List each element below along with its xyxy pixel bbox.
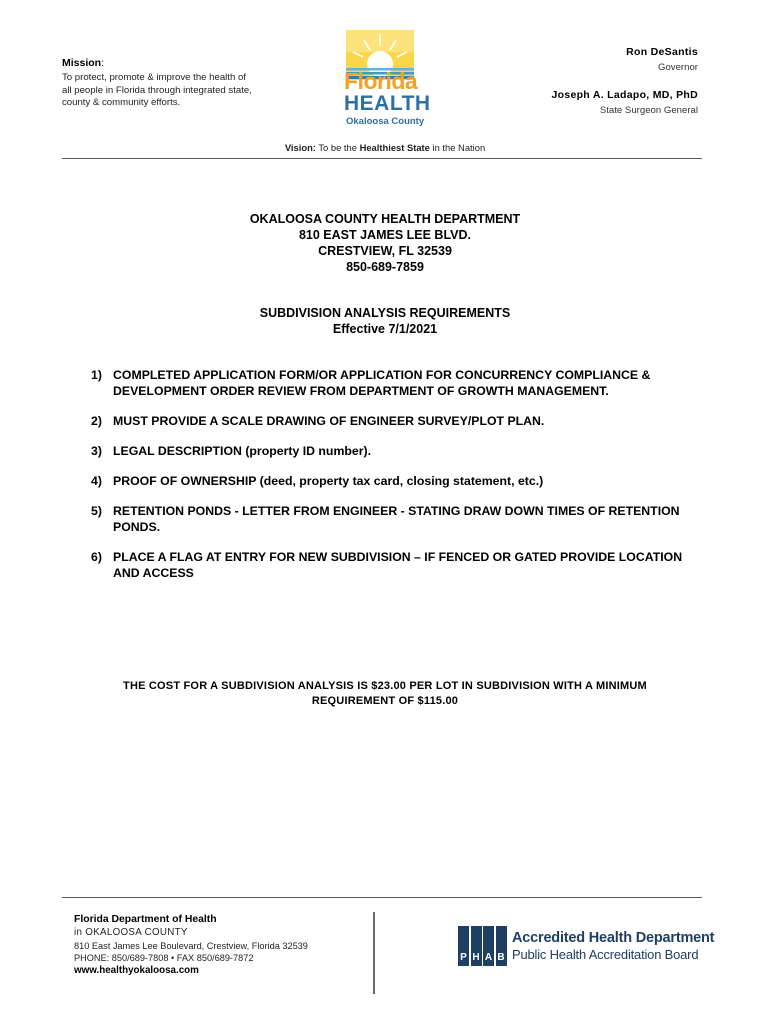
- phab-letters-icon: P H A B: [458, 926, 508, 966]
- list-item: 1) COMPLETED APPLICATION FORM/OR APPLICATION FOR CONCURRENCY COMPLIANCE & DEVELOPMENT ORDER REVIEW FROM DEPARTMENT OF GROWTH MANAGEMENT.: [91, 368, 651, 398]
- requirements-title: SUBDIVISION ANALYSIS REQUIREMENTS: [259, 306, 511, 320]
- department-street: 810 EAST JAMES LEE BLVD.: [298, 228, 472, 242]
- governor-name: Ron DeSantis: [626, 46, 698, 58]
- logo-word-health: HEALTH: [344, 92, 431, 115]
- requirements-heading: [0, 305, 770, 337]
- phab-title: Accredited Health Department: [512, 930, 715, 946]
- list-item: 6) PLACE A FLAG AT ENTRY FOR NEW SUBDIVISION – IF FENCED OR GATED PROVIDE LOCATION AND ACCESS: [91, 550, 683, 580]
- vision-statement: Vision: To be the Healthiest State in the Nation: [284, 142, 486, 153]
- mission-label: Mission:: [62, 57, 105, 69]
- footer-org: Florida Department of Health: [74, 914, 217, 925]
- requirements-list: [91, 367, 711, 595]
- list-item: 2) MUST PROVIDE A SCALE DRAWING OF ENGINEER SURVEY/PLOT PLAN.: [91, 414, 545, 428]
- requirements-effective-date: Effective 7/1/2021: [332, 322, 438, 336]
- footer-address: 810 East James Lee Boulevard, Crestview, Florida 32539: [74, 940, 308, 951]
- footer-website[interactable]: www.healthyokaloosa.com: [74, 965, 199, 977]
- department-phone: 850-689-7859: [346, 260, 424, 274]
- logo-word-county: Okaloosa County: [346, 116, 425, 127]
- phab-subtitle: Public Health Accreditation Board: [512, 947, 699, 962]
- florida-health-logo: [340, 30, 431, 130]
- phab-accreditation-logo: [458, 926, 714, 966]
- surgeon-general-name: Joseph A. Ladapo, MD, PhD: [551, 89, 698, 101]
- logo-word-florida: Florida: [344, 68, 418, 94]
- cost-statement: THE COST FOR A SUBDIVISION ANALYSIS IS $23.00 PER LOT IN SUBDIVISION WITH A MINIMUM REQUIREMENT OF $115.00: [123, 680, 647, 707]
- list-item: 5) RETENTION PONDS - LETTER FROM ENGINEER - STATING DRAW DOWN TIMES OF RETENTION PONDS.: [91, 504, 680, 534]
- footer-vertical-divider: [373, 912, 375, 994]
- footer-contact: [74, 914, 354, 978]
- vision-label: Vision:: [284, 142, 316, 153]
- footer-phone-fax: PHONE: 850/689-7808 • FAX 850/689-7872: [74, 953, 254, 964]
- mission-block: [62, 57, 252, 110]
- header-divider: [62, 158, 702, 159]
- department-address: [0, 211, 770, 275]
- mission-text: To protect, promote & improve the health of all people in Florida through integrated state, county & community efforts.: [62, 71, 252, 109]
- list-item: 4) PROOF OF OWNERSHIP (deed, property tax card, closing statement, etc.): [91, 474, 544, 488]
- governor-title: Governor: [658, 62, 698, 73]
- list-item: 3) LEGAL DESCRIPTION (property ID number).: [91, 444, 372, 458]
- department-city: CRESTVIEW, FL 32539: [318, 244, 452, 258]
- officials-block: [458, 46, 698, 116]
- department-name: OKALOOSA COUNTY HEALTH DEPARTMENT: [249, 212, 521, 226]
- surgeon-general-title: State Surgeon General: [599, 105, 698, 116]
- footer-county: in OKALOOSA COUNTY: [74, 926, 188, 938]
- footer-divider: [62, 897, 702, 898]
